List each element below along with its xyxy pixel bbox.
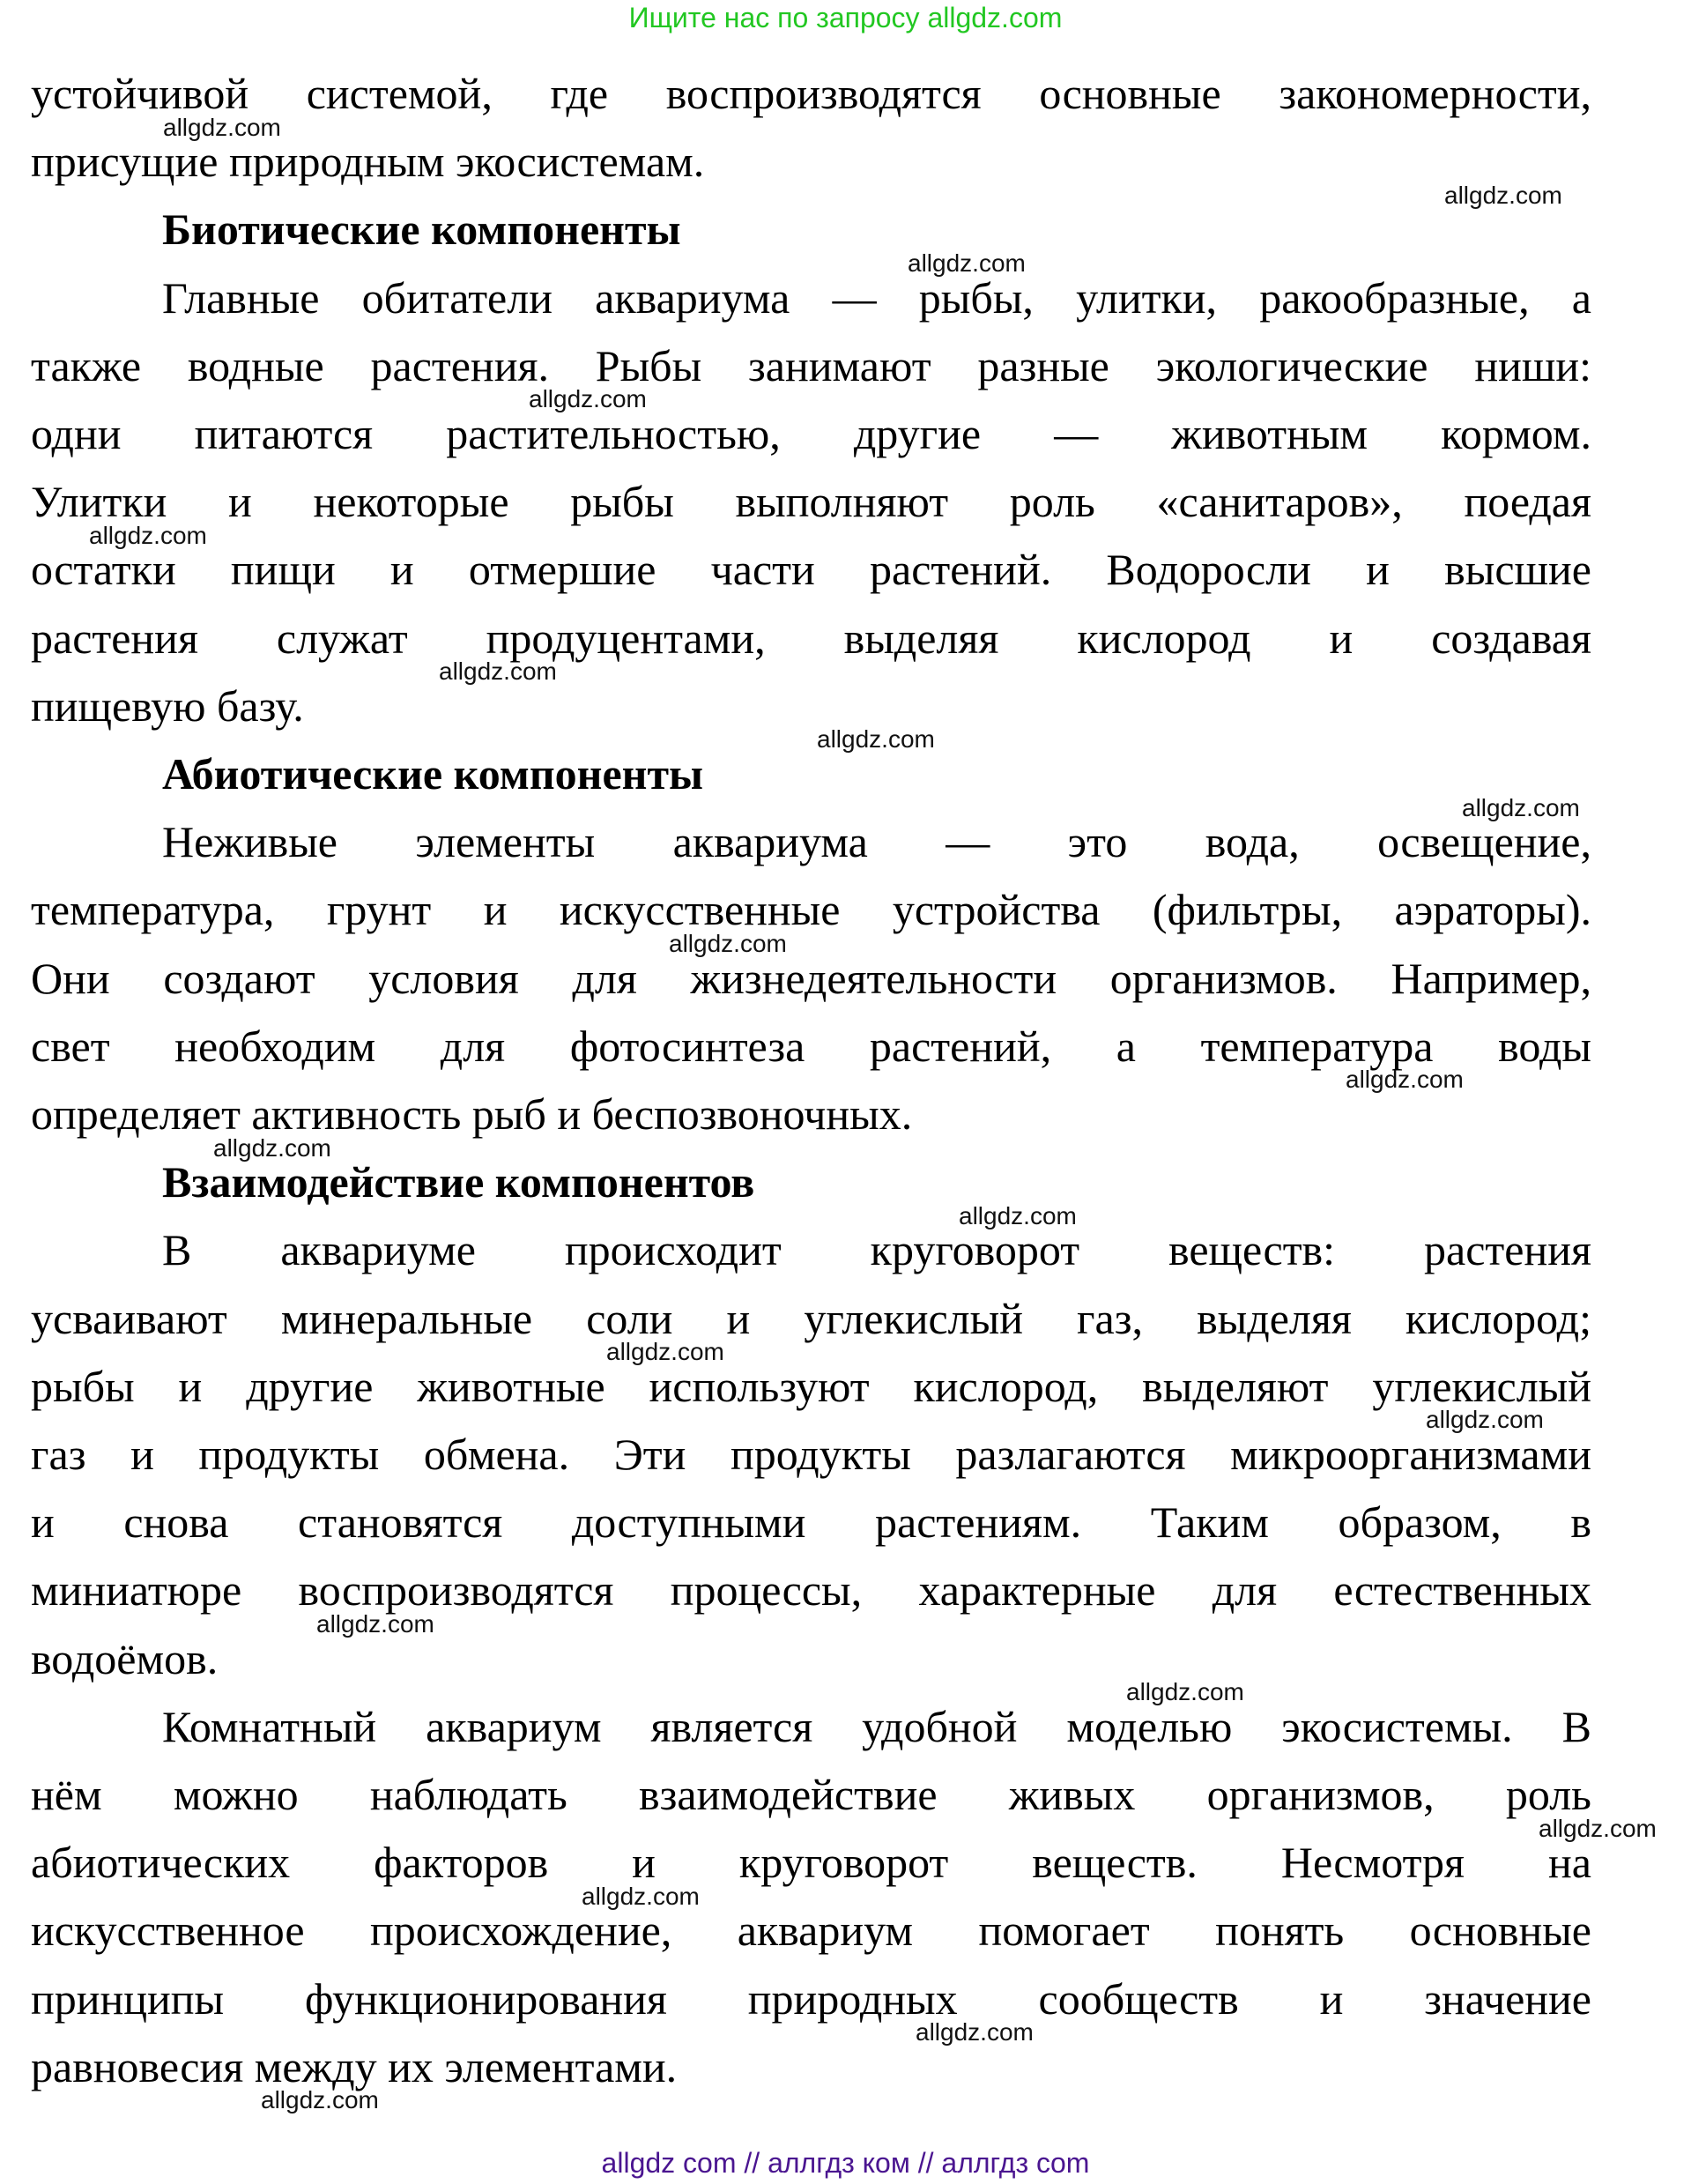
text-line: абиотических факторов и круговорот веществ. Несмотря на	[31, 1838, 1591, 1888]
text-line: температура, грунт и искусственные устройства (фильтры, аэраторы).	[31, 885, 1591, 935]
text-line: свет необходим для фотосинтеза растений, а температура воды	[31, 1021, 1591, 1071]
watermark: allgdz.com	[606, 1338, 724, 1366]
watermark: allgdz.com	[261, 2086, 379, 2114]
search-banner: Ищите нас по запросу allgdz.com	[628, 2, 1063, 33]
text-line: остатки пищи и отмершие части растений. Водоросли и высшие	[31, 545, 1591, 595]
text-line: присущие природным экосистемам.	[31, 137, 705, 187]
text-line: усваивают минеральные соли и углекислый газ, выделяя кислород;	[31, 1293, 1591, 1343]
text-line: принципы функционирования природных сообществ и значение	[31, 1973, 1591, 2024]
text-line: также водные растения. Рыбы занимают разные экологические ниши:	[31, 340, 1591, 390]
watermark: allgdz.com	[916, 2018, 1034, 2047]
section-heading: Биотические компоненты	[162, 204, 681, 255]
watermark: allgdz.com	[316, 1610, 434, 1638]
text-line: Улитки и некоторые рыбы выполняют роль «санитаров», поедая	[31, 477, 1591, 527]
watermark: allgdz.com	[582, 1882, 700, 1910]
watermark: allgdz.com	[529, 385, 647, 413]
watermark: allgdz.com	[213, 1133, 331, 1162]
watermark: allgdz.com	[959, 1201, 1077, 1229]
text-line: устойчивой системой, где воспроизводятся основные закономерности,	[31, 69, 1591, 118]
text-line: равновесия между их элементами.	[31, 2041, 678, 2091]
watermark: allgdz.com	[1539, 1814, 1657, 1842]
watermark: allgdz.com	[89, 521, 207, 549]
watermark: allgdz.com	[439, 657, 557, 686]
text-line: Неживые элементы аквариума — это вода, освещение,	[162, 817, 1591, 867]
text-line: В аквариуме происходит круговорот веществ: растения	[162, 1225, 1591, 1275]
text-line: миниатюре воспроизводятся процессы, характерные для естественных	[31, 1565, 1591, 1616]
watermark: allgdz.com	[817, 725, 935, 754]
text-line: газ и продукты обмена. Эти продукты разлагаются микроорганизмами	[31, 1430, 1591, 1479]
watermark: allgdz.com	[163, 113, 281, 141]
watermark: allgdz.com	[1426, 1406, 1544, 1434]
footer-banner: allgdz com // аллгдз ком // аллгдз com	[601, 2147, 1090, 2179]
text-line: водоёмов.	[31, 1633, 219, 1683]
watermark: allgdz.com	[1126, 1678, 1244, 1706]
watermark: allgdz.com	[1346, 1066, 1464, 1094]
text-line: определяет активность рыб и беспозвоночных.	[31, 1089, 913, 1139]
text-line: одни питаются растительностью, другие — животным кормом.	[31, 409, 1591, 458]
section-heading: Абиотические компоненты	[162, 749, 704, 799]
text-line: растения служат продуцентами, выделяя кислород и создавая	[31, 613, 1591, 663]
text-line: рыбы и другие животные используют кислород, выделяют углекислый	[31, 1361, 1591, 1411]
watermark: allgdz.com	[908, 249, 1026, 277]
text-line: нём можно наблюдать взаимодействие живых организмов, роль	[31, 1770, 1591, 1819]
watermark: allgdz.com	[1462, 793, 1580, 821]
text-line: пищевую базу.	[31, 680, 304, 731]
text-line: Они создают условия для жизнедеятельности организмов. Например,	[31, 953, 1591, 1003]
text-line: Комнатный аквариум является удобной моделью экосистемы. В	[162, 1701, 1591, 1751]
text-line: искусственное происхождение, аквариум помогает понять основные	[31, 1905, 1591, 1956]
section-heading: Взаимодействие компонентов	[162, 1157, 755, 1207]
watermark: allgdz.com	[669, 930, 787, 957]
text-line: и снова становятся доступными растениям. Таким образом, в	[31, 1497, 1591, 1548]
watermark: allgdz.com	[1444, 181, 1562, 209]
text-line: Главные обитатели аквариума — рыбы, улитки, ракообразные, а	[162, 272, 1591, 323]
